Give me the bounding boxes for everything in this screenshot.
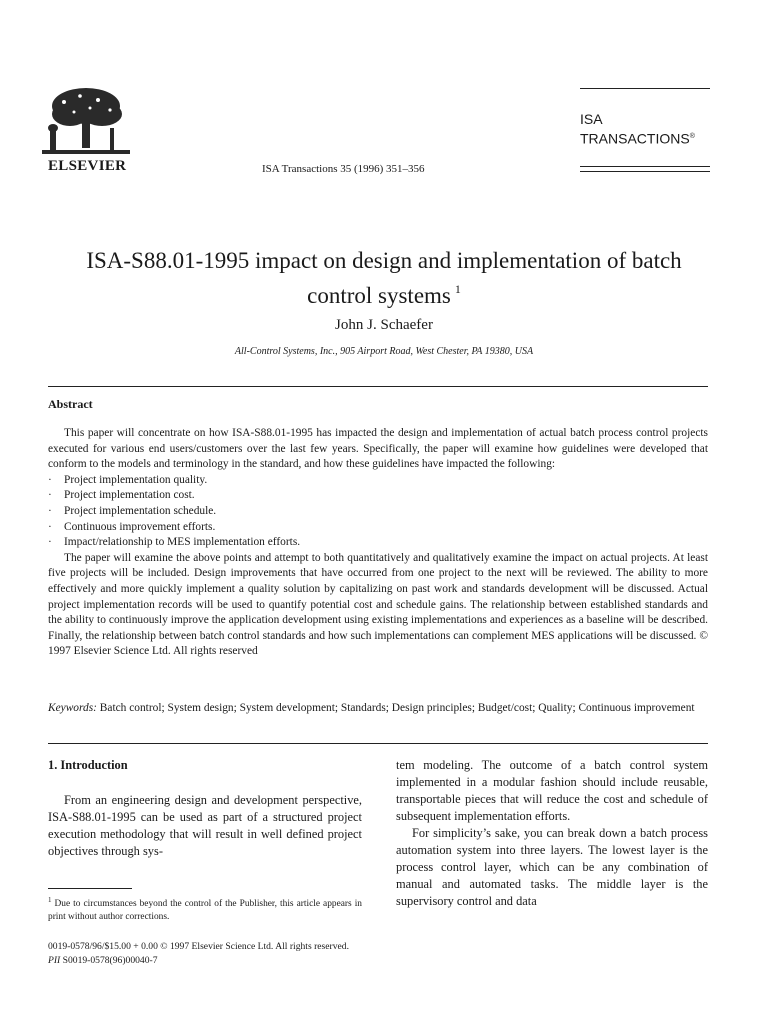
- journal-rule-bottom: [580, 166, 710, 167]
- section-heading: 1. Introduction: [48, 758, 128, 772]
- list-item-text: Project implementation quality.: [64, 473, 208, 486]
- list-item: [48, 488, 708, 504]
- abstract-bullet-list: [48, 473, 708, 551]
- bullet-icon: ·: [48, 520, 52, 533]
- journal-citation: ISA Transactions 35 (1996) 351–356: [262, 163, 425, 175]
- abstract-paragraph-2: The paper will examine the above points and attempt to both quantitatively and qualitatively examine the impact on actual projects. At least five projects will be included. Design improvements that have occurred from one project to the next will be reviewed. The ability to more effectively and more quickly implement a quality solution by capitalizing on past work and standards development will be discussed. Actual project implementation records will be used to quantify potential cost and schedule gains. The relationship between established standards and the ability to continuously improve the application development using existing implementations and experiences as a baseline will be described. Finally, the relationship between batch control standards and how such implementations can complement MES applications will be discussed. © 1997 Elsevier Science Ltd. All rights reserved: [48, 551, 708, 658]
- list-item-text: Project implementation cost.: [64, 489, 195, 502]
- divider-rule: [48, 743, 708, 744]
- list-item: [48, 504, 708, 520]
- intro-paragraph: From an engineering design and development perspective, ISA-S88.01-1995 can be used as part of a structured project execution methodology that will result in well defined project objectives through sys-: [48, 793, 362, 858]
- footnote-rule: [48, 888, 132, 889]
- keywords-text: Batch control; System design; System development; Standards; Design principles; Budget/cost; Quality; Continuous improvement: [99, 702, 695, 714]
- abstract-paragraph-1: This paper will concentrate on how ISA-S88.01-1995 has impacted the design and implementation of actual batch process control projects executed for various end users/customers over the last few years. Specifically, the paper will examine how guidelines were developed that conform to the models and terminology in the standard, and how these guidelines have impacted the following:: [48, 427, 708, 471]
- list-item: [48, 473, 708, 489]
- elsevier-tree-logo: [40, 84, 132, 160]
- bullet-icon: ·: [48, 536, 52, 549]
- list-item: [48, 535, 708, 551]
- list-item-text: Project implementation schedule.: [64, 504, 217, 517]
- title-line-1: ISA-S88.01-1995 impact on design and implementation of batch: [86, 248, 682, 273]
- registered-mark: ®: [689, 133, 695, 140]
- journal-name-line2: TRANSACTIONS: [580, 130, 690, 147]
- pii-label: PII: [48, 955, 61, 966]
- title-line-2: control systems: [307, 283, 451, 308]
- author-name: John J. Schaefer: [335, 317, 433, 333]
- list-item: [48, 520, 708, 536]
- footnote-mark: 1: [48, 896, 52, 904]
- body-paragraph: tem modeling. The outcome of a batch control system implemented in a modular fashion should include reusable, transportable pieces that will reduce the cost and schedule of subsequent implementation efforts.: [396, 758, 708, 823]
- journal-name-line1: ISA: [580, 111, 603, 127]
- publisher-name: ELSEVIER: [48, 158, 127, 174]
- article-title: [40, 246, 728, 310]
- body-paragraph: For simplicity’s sake, you can break down a batch process automation system into three layers. The lowest layer is the process control layer, which can be any combination of manual and automated tasks. The middle layer is the supervisory control and data: [396, 826, 708, 908]
- bullet-icon: ·: [48, 489, 52, 502]
- list-item-text: Impact/relationship to MES implementation efforts.: [64, 536, 301, 549]
- bullet-icon: ·: [48, 473, 52, 486]
- author-affiliation: All-Control Systems, Inc., 905 Airport Road, West Chester, PA 19380, USA: [234, 346, 534, 357]
- keywords: [48, 701, 708, 717]
- journal-name: [580, 110, 695, 148]
- copyright-line: 0019-0578/96/$15.00 + 0.00 © 1997 Elsevier Science Ltd. All rights reserved.: [48, 941, 349, 952]
- divider-rule: [48, 386, 708, 387]
- pii-value: S0019-0578(96)00040-7: [62, 955, 158, 966]
- journal-rule-top: [580, 88, 710, 89]
- bullet-icon: ·: [48, 504, 52, 517]
- footnote-text: Due to circumstances beyond the control of the Publisher, this article appears in print without author corrections.: [48, 899, 362, 923]
- footnote: [48, 894, 362, 924]
- abstract-body: [48, 426, 708, 660]
- right-column: [396, 757, 708, 910]
- keywords-label: Keywords:: [48, 702, 97, 714]
- abstract-heading: Abstract: [48, 397, 93, 411]
- pii-line: [48, 954, 158, 968]
- journal-rule-bottom-thin: [580, 171, 710, 172]
- list-item-text: Continuous improvement efforts.: [64, 520, 216, 533]
- title-footnote-mark[interactable]: 1: [454, 282, 461, 296]
- left-column: [48, 757, 362, 860]
